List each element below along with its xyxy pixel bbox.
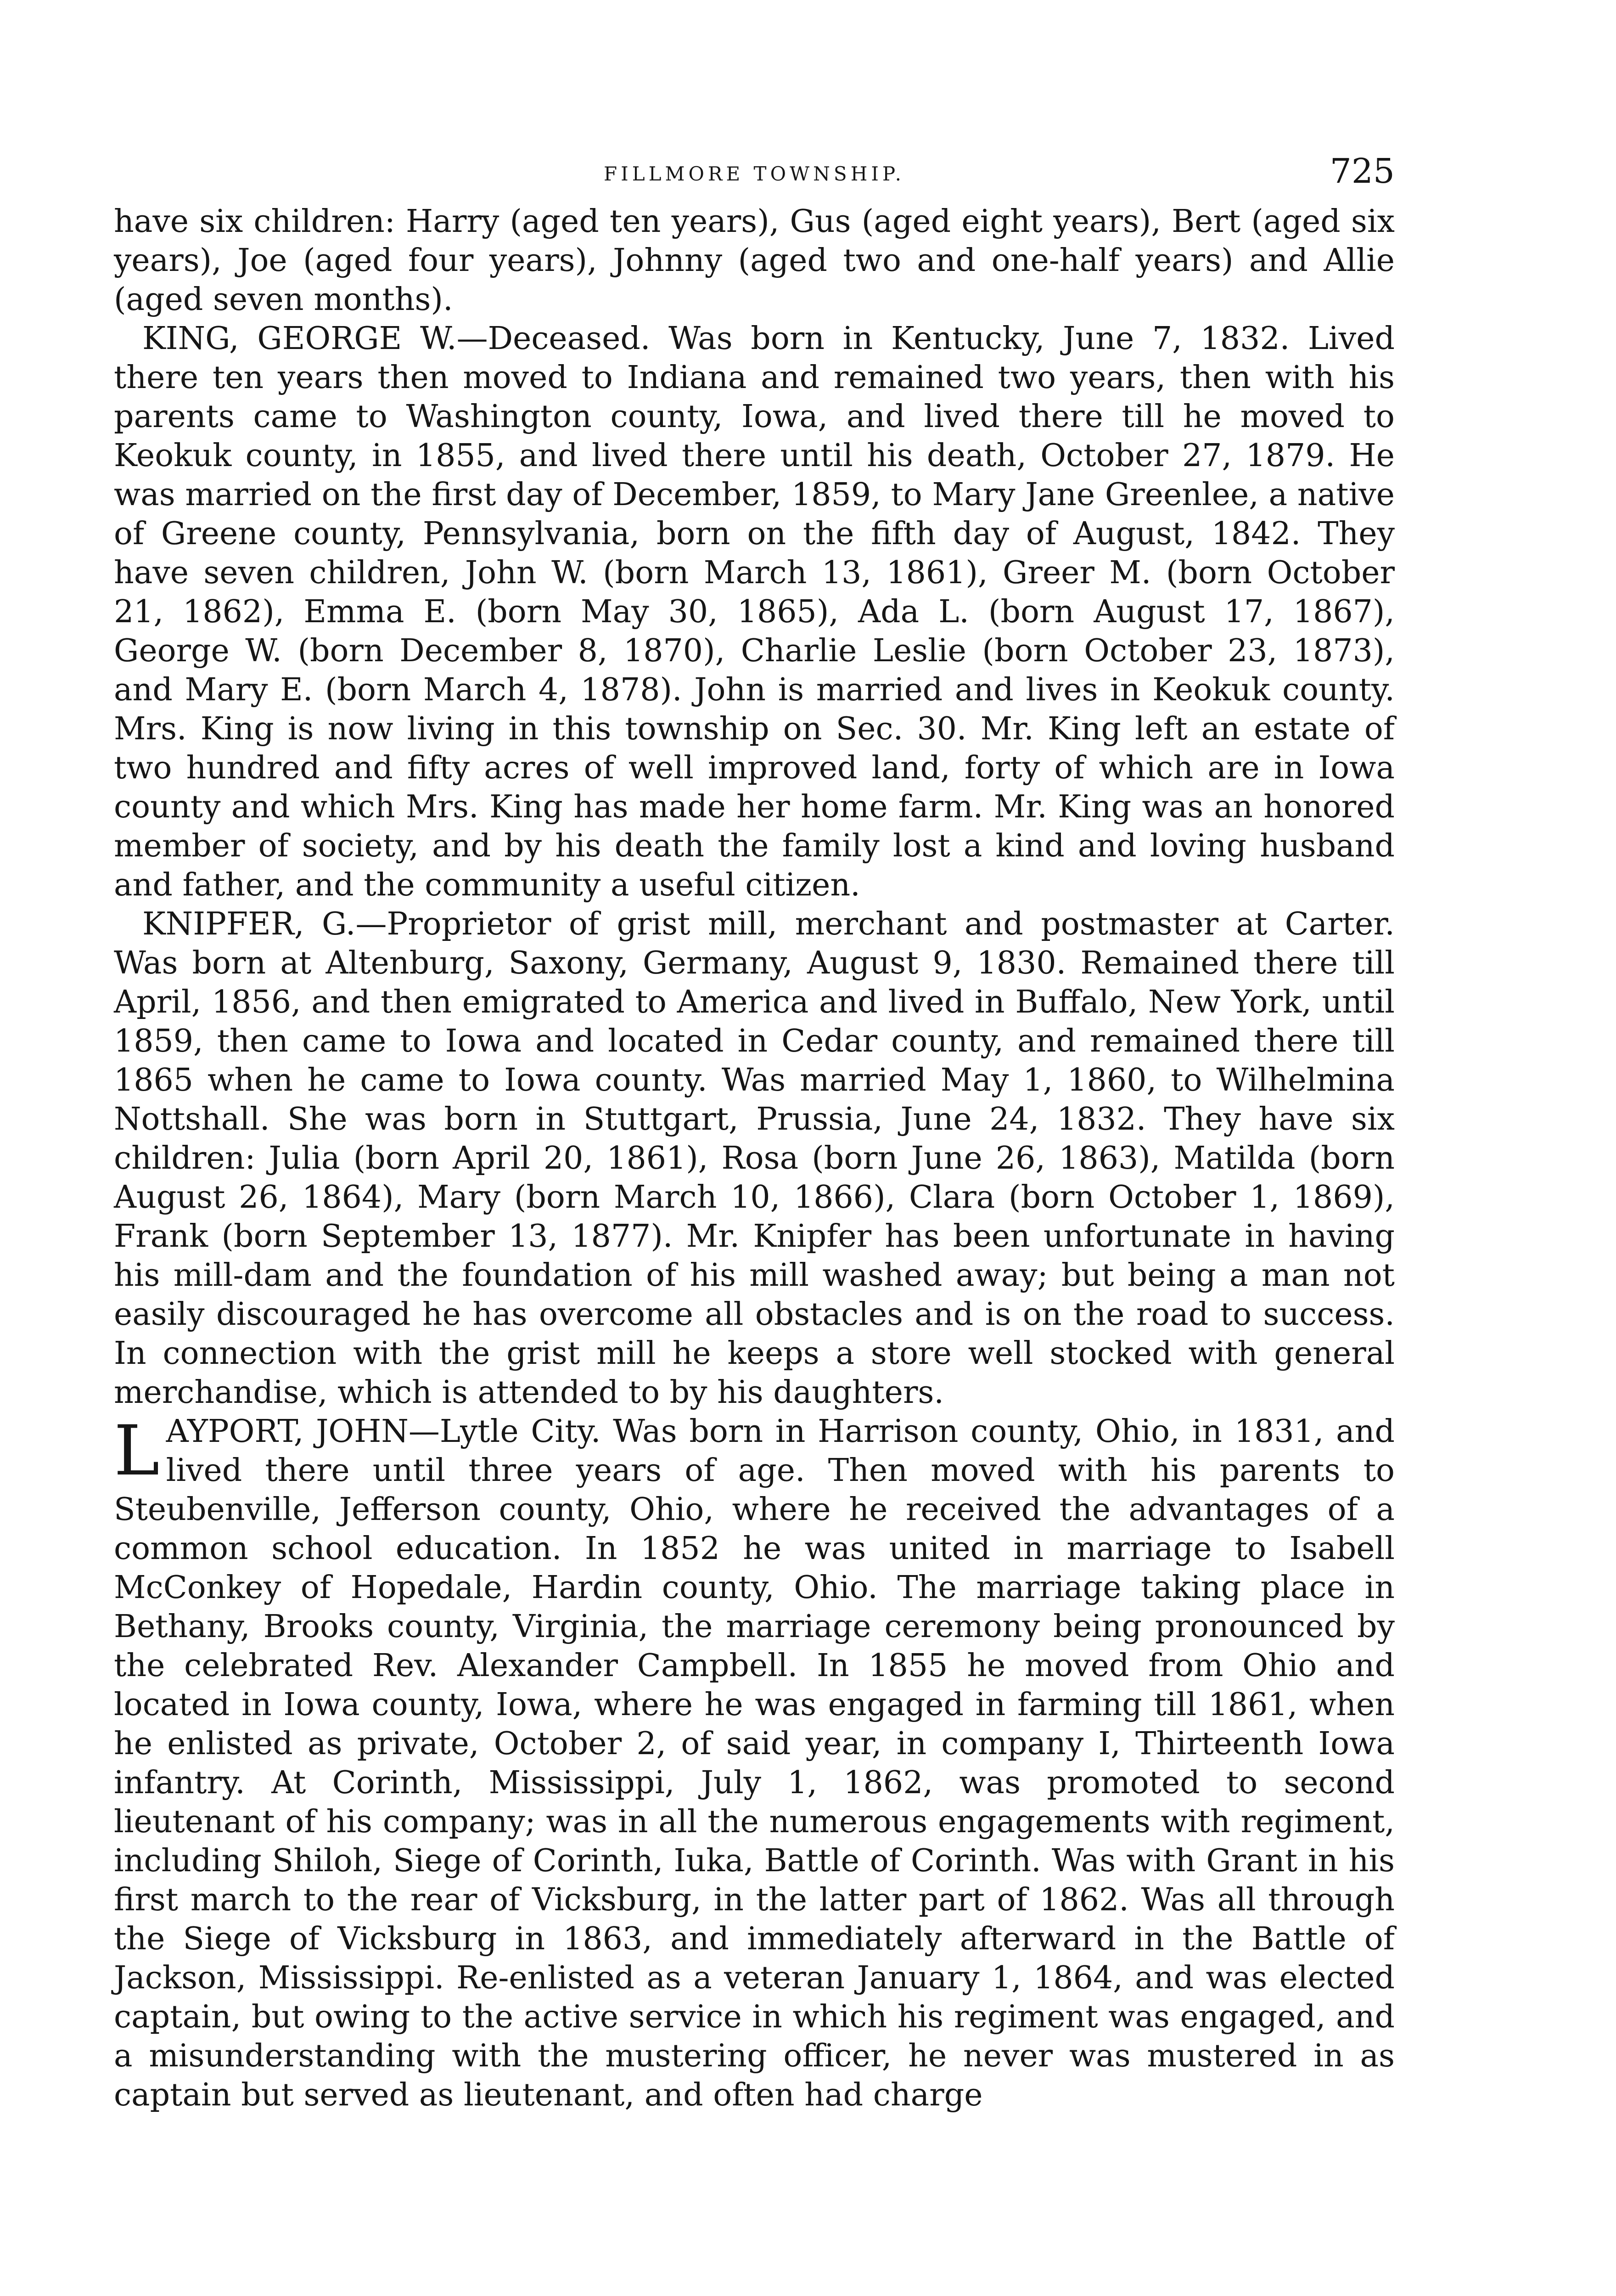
paragraph-layport: [114, 1412, 1395, 2115]
paragraph-king-george: KING, GEORGE W.—Deceased. Was born in Kentucky, June 7, 1832. Lived there ten years then moved to Indiana and remained two years, then with his parents came to Washington county, Iowa, and lived there till he moved to Keokuk county, in 1855, and lived there until his death, October 27, 1879. He was married on the first day of December, 1859, to Mary Jane Greenlee, a native of Greene county, Pennsylvania, born on the fifth day of August, 1842. They have seven children, John W. (born March 13, 1861), Greer M. (born October 21, 1862), Emma E. (born May 30, 1865), Ada L. (born August 17, 1867), George W. (born December 8, 1870), Charlie Leslie (born October 23, 1873), and Mary E. (born March 4, 1878). John is married and lives in Keokuk county. Mrs. King is now living in this township on Sec. 30. Mr. King left an estate of two hundred and fifty acres of well improved land, forty of which are in Iowa county and which Mrs. King has made her home farm. Mr. King was an honored member of society, and by his death the family lost a kind and loving husband and father, and the community a useful citizen.: [114, 321, 1395, 903]
paragraph-knipfer: KNIPFER, G.—Proprietor of grist mill, merchant and postmaster at Carter. Was born at Altenburg, Saxony, Germany, August 9, 1830. Remained there till April, 1856, and then emigrated to America and lived in Buffalo, New York, until 1859, then came to Iowa and located in Cedar county, and remained there till 1865 when he came to Iowa county. Was married May 1, 1860, to Wilhelmina Nottshall. She was born in Stuttgart, Prussia, June 24, 1832. They have six children: Julia (born April 20, 1861), Rosa (born June 26, 1863), Matilda (born August 26, 1864), Mary (born March 10, 1866), Clara (born October 1, 1869), Frank (born September 13, 1877). Mr. Knipfer has been unfortunate in having his mill-dam and the foundation of his mill washed away; but being a man not easily discouraged he has overcome all obstacles and is on the road to success. In connection with the grist mill he keeps a store well stocked with general merchandise, which is attended to by his daughters.: [114, 906, 1395, 1411]
drop-cap: L: [114, 1411, 160, 1491]
running-head: [114, 152, 1395, 202]
running-title: FILLMORE TOWNSHIP.: [603, 163, 905, 185]
page-number: 725: [1330, 152, 1395, 191]
body-text: [114, 202, 1395, 2115]
book-page: [114, 152, 1395, 2115]
paragraph-layport-text: AYPORT, JOHN—Lytle City. Was born in Harrison county, Ohio, in 1831, and lived there until three years of age. Then moved with his parents to Steubenville, Jefferson county, Ohio, where he received the advantages of a common school education. In 1852 he was united in marriage to Isabell McConkey of Hopedale, Hardin county, Ohio. The marriage taking place in Bethany, Brooks county, Virginia, the marriage ceremony being pronounced by the celebrated Rev. Alexander Campbell. In 1855 he moved from Ohio and located in Iowa county, Iowa, where he was engaged in farming till 1861, when he enlisted as private, October 2, of said year, in company I, Thirteenth Iowa infantry. At Corinth, Mississippi, July 1, 1862, was promoted to second lieutenant of his company; was in all the numerous engagements with regiment, including Shiloh, Siege of Corinth, Iuka, Battle of Corinth. Was with Grant in his first march to the rear of Vicksburg, in the latter part of 1862. Was all through the Siege of Vicksburg in 1863, and immediately afterward in the Battle of Jackson, Mississippi. Re-enlisted as a veteran January 1, 1864, and was elected captain, but owing to the active service in which his regiment was engaged, and a misunderstanding with the mustering officer, he never was mustered in as captain but served as lieutenant, and often had charge: [114, 1413, 1395, 2113]
paragraph-continuation: have six children: Harry (aged ten years), Gus (aged eight years), Bert (aged six years), Joe (aged four years), Johnny (aged two and one-half years) and Allie (aged seven months).: [114, 203, 1395, 318]
